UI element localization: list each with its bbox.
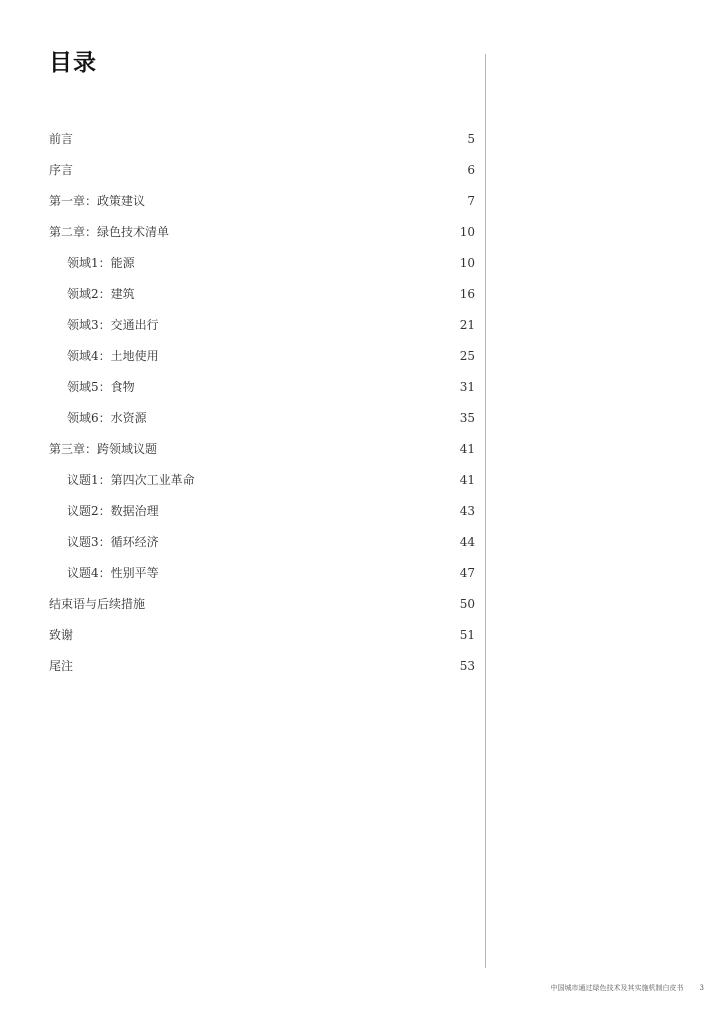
toc-entry-label: 领域5：食物: [67, 380, 135, 394]
toc-entry-page-number: 6: [467, 163, 475, 177]
toc-entry[interactable]: [49, 496, 475, 527]
toc-entry-page-number: 10: [459, 256, 475, 270]
toc-entry[interactable]: [49, 620, 475, 651]
toc-entry[interactable]: [49, 558, 475, 589]
toc-entry-label: 第一章：政策建议: [49, 194, 146, 208]
toc-entry[interactable]: [49, 372, 475, 403]
toc-entry-label: 领域1：能源: [67, 256, 135, 270]
toc-entry-page-number: 43: [459, 504, 475, 518]
toc-entry-label: 前言: [49, 132, 74, 146]
toc-entry[interactable]: [49, 217, 475, 248]
toc-entry-label: 尾注: [49, 659, 74, 673]
toc-entry-label: 领域4：土地使用: [67, 349, 159, 363]
toc-entry[interactable]: [49, 403, 475, 434]
page-footer: [551, 983, 704, 993]
toc-entry[interactable]: [49, 589, 475, 620]
toc-entry[interactable]: [49, 155, 475, 186]
toc-entry[interactable]: [49, 527, 475, 558]
toc-entry-label: 议题3：循环经济: [67, 535, 159, 549]
toc-entry[interactable]: [49, 186, 475, 217]
toc-entry-page-number: 21: [459, 318, 475, 332]
toc-entry-page-number: 51: [459, 628, 475, 642]
toc-entry-page-number: 25: [459, 349, 475, 363]
toc-entry[interactable]: [49, 124, 475, 155]
toc-entry[interactable]: [49, 341, 475, 372]
toc-entry[interactable]: [49, 248, 475, 279]
toc-entry-page-number: 53: [459, 659, 475, 673]
toc-entry-page-number: 41: [459, 442, 475, 456]
toc-entry-label: 议题4：性别平等: [67, 566, 159, 580]
toc-entry-label: 第二章：绿色技术清单: [49, 225, 170, 239]
toc-entry-page-number: 10: [459, 225, 475, 239]
toc-entry-page-number: 5: [467, 132, 475, 146]
toc-entry-label: 结束语与后续措施: [49, 597, 146, 611]
toc-entry-label: 领域3：交通出行: [67, 318, 159, 332]
toc-entry[interactable]: [49, 465, 475, 496]
table-of-contents: [49, 124, 475, 682]
vertical-divider: [485, 54, 486, 968]
toc-entry-page-number: 50: [459, 597, 475, 611]
toc-entry[interactable]: [49, 434, 475, 465]
toc-entry[interactable]: [49, 279, 475, 310]
toc-entry-label: 序言: [49, 163, 74, 177]
toc-entry-label: 领域6：水资源: [67, 411, 147, 425]
toc-entry-label: 议题1：第四次工业革命: [67, 473, 195, 487]
toc-entry-page-number: 16: [459, 287, 475, 301]
toc-entry-page-number: 7: [467, 194, 475, 208]
toc-entry-label: 致谢: [49, 628, 74, 642]
toc-entry-page-number: 41: [459, 473, 475, 487]
toc-entry-label: 第三章：跨领域议题: [49, 442, 158, 456]
toc-entry-label: 领域2：建筑: [67, 287, 135, 301]
toc-entry-label: 议题2：数据治理: [67, 504, 159, 518]
toc-entry[interactable]: [49, 310, 475, 341]
toc-entry-page-number: 44: [459, 535, 475, 549]
toc-entry[interactable]: [49, 651, 475, 682]
toc-entry-page-number: 35: [459, 411, 475, 425]
toc-entry-page-number: 31: [459, 380, 475, 394]
page-title: 目录: [49, 50, 97, 76]
toc-entry-page-number: 47: [459, 566, 475, 580]
footer-page-number: 3: [699, 984, 704, 992]
footer-document-title: 中国城市通过绿色技术及其实施机制白皮书: [550, 984, 684, 992]
